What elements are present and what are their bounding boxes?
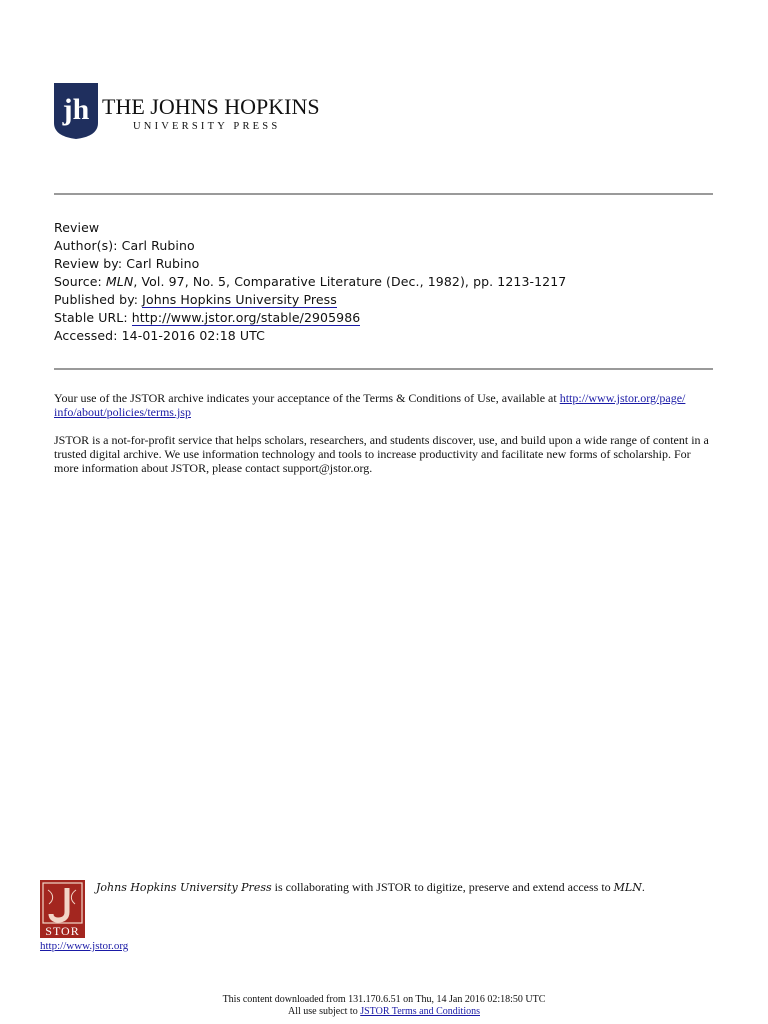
jstor-logo: [40, 880, 85, 938]
meta-published-by: [54, 291, 566, 309]
collab-publisher: Johns Hopkins University Press: [96, 881, 272, 894]
meta-accessed-value: 14-01-2016 02:18 UTC: [121, 328, 266, 343]
collab-journal: MLN: [613, 881, 642, 894]
terms-link-part1: http://www.jstor.org/page/: [559, 391, 686, 405]
jstor-description: JSTOR is a not-for-profit service that helps scholars, researchers, and students discover, use, and build upon a wide range of content in a trusted digital archive. We use information technology and tools to increase productivity and facilitate new forms of scholarship. For more information about JSTOR, please contact support@jstor.org.: [54, 433, 709, 475]
terms-footer-prefix: All use subject to: [288, 1006, 361, 1017]
publisher-name-line1: THE JOHNS HOPKINS: [102, 94, 320, 119]
meta-authors-label: Author(s):: [54, 238, 118, 253]
publisher-link[interactable]: Johns Hopkins University Press: [142, 292, 337, 307]
stable-url-link[interactable]: http://www.jstor.org/stable/2905986: [131, 310, 361, 325]
collab-body: is collaborating with JSTOR to digitize, preserve and extend access to: [271, 880, 614, 894]
meta-source-rest: , Vol. 97, No. 5, Comparative Literature (Dec., 1982), pp. 1213-1217: [133, 274, 567, 289]
meta-stable-url: [54, 309, 566, 327]
meta-review-by-label: Review by:: [54, 256, 123, 271]
terms-link-part2: info/about/policies/terms.jsp: [54, 405, 191, 419]
jh-shield-icon: [54, 83, 320, 139]
meta-authors: [54, 237, 566, 255]
meta-title: Review: [54, 220, 100, 235]
meta-published-by-label: Published by:: [54, 292, 139, 307]
meta-authors-value: Carl Rubino: [121, 238, 195, 253]
download-info: This content downloaded from 131.170.6.51 on Thu, 14 Jan 2016 02:18:50 UTC: [222, 994, 546, 1005]
meta-review-by: [54, 255, 566, 273]
meta-stable-url-label: Stable URL:: [54, 310, 128, 325]
meta-review-by-value: Carl Rubino: [126, 256, 200, 271]
terms-text: Your use of the JSTOR archive indicates your acceptance of the Terms & Conditions of Use, available at: [54, 391, 557, 405]
terms-notice: [54, 391, 714, 419]
publisher-logo: [54, 83, 320, 139]
meta-source-label: Source:: [54, 274, 102, 289]
collab-end: .: [641, 880, 645, 894]
meta-accessed-label: Accessed:: [54, 328, 118, 343]
terms-footer: [0, 1006, 768, 1018]
logo-mark: jh: [62, 93, 90, 126]
article-metadata: [54, 219, 566, 345]
meta-source: [54, 273, 566, 291]
middle-divider: [54, 368, 713, 370]
collaboration-text: [96, 880, 645, 895]
publisher-name-line2: UNIVERSITY PRESS: [133, 121, 281, 132]
top-divider: [54, 193, 713, 195]
jstor-home-link[interactable]: http://www.jstor.org: [40, 940, 129, 952]
meta-accessed: [54, 327, 566, 345]
meta-source-journal: MLN: [105, 274, 134, 289]
terms-footer-link[interactable]: JSTOR Terms and Conditions: [360, 1006, 480, 1017]
jstor-seal-icon: [40, 880, 85, 938]
jstor-logo-text: STOR: [45, 924, 80, 938]
